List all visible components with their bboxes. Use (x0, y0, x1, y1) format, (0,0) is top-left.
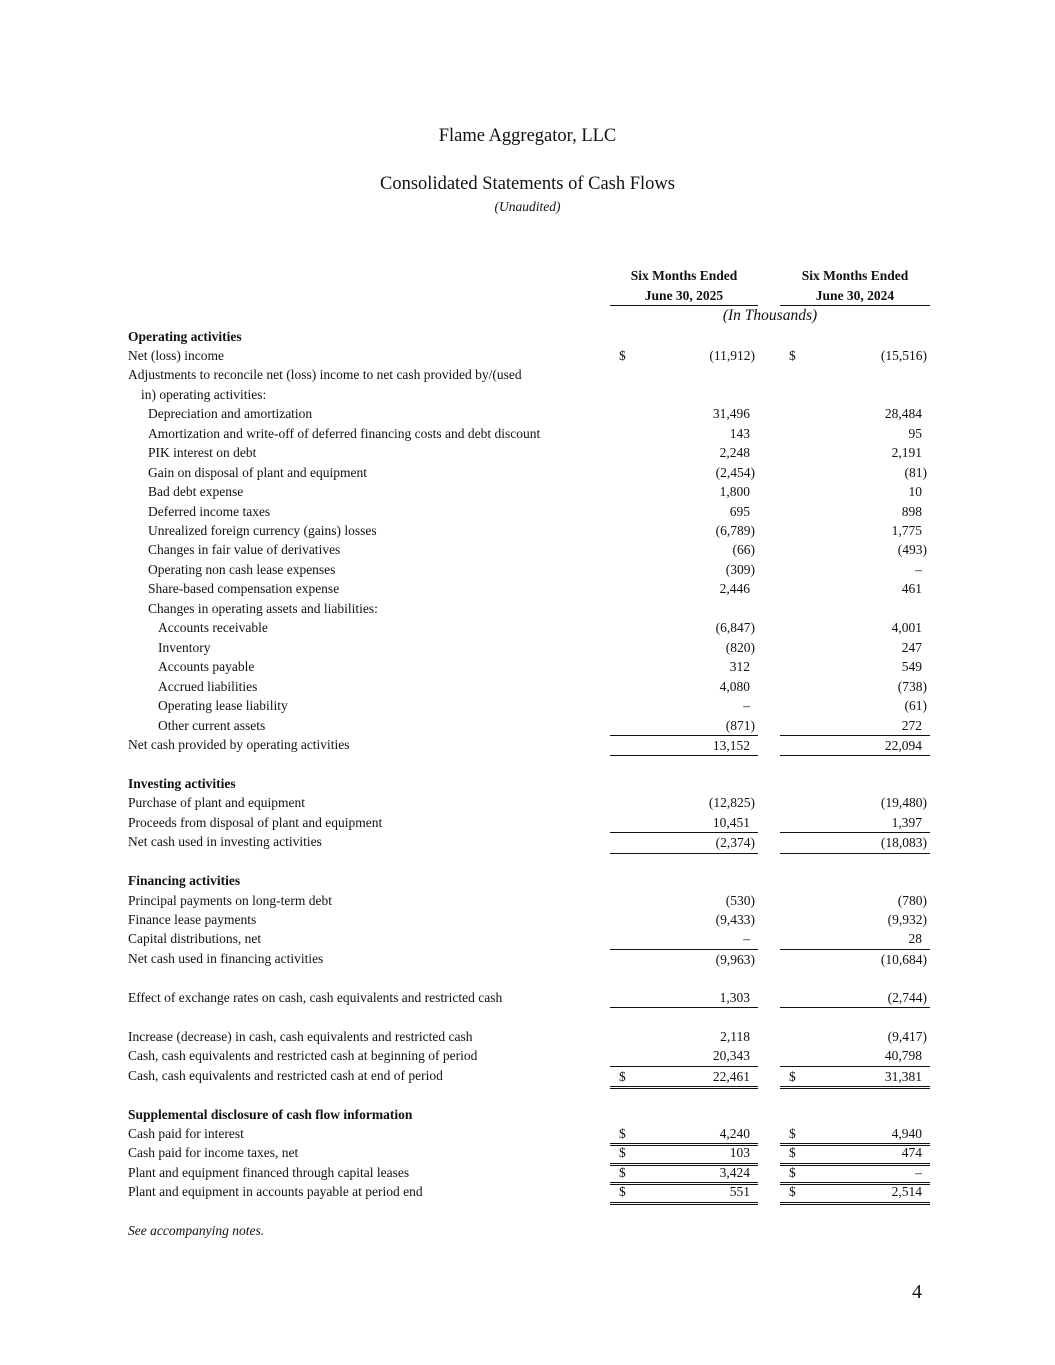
section-heading: Operating activities (128, 328, 242, 344)
value-cell-2024 (780, 929, 930, 949)
value-cell-2024 (780, 1182, 930, 1205)
row-label: Deferred income taxes (148, 503, 271, 519)
amount: (9,932) (887, 912, 927, 927)
value-cell-2025 (610, 793, 758, 813)
table-row (0, 968, 1055, 988)
section-heading: Investing activities (128, 775, 236, 791)
value-cell-2025 (610, 832, 758, 854)
amount: 4,001 (891, 620, 922, 636)
row-label: Net cash used in investing activities (128, 834, 322, 850)
value-cell-2025 (610, 988, 758, 1009)
amount: 2,446 (719, 581, 750, 597)
value-cell-2024 (780, 404, 930, 424)
value-cell-2025 (610, 657, 758, 677)
value-cell-2025 (610, 735, 758, 757)
table-row (0, 754, 1055, 774)
dollar-sign: $ (619, 1164, 626, 1180)
value-cell-2024 (780, 540, 930, 560)
table-row (0, 988, 1055, 1008)
amount: (66) (732, 542, 755, 558)
amount: 2,118 (720, 1028, 750, 1044)
row-label: Net cash provided by operating activities (128, 736, 350, 752)
amount: (309) (725, 561, 755, 577)
dollar-sign: $ (789, 1125, 796, 1141)
value-cell-2025 (610, 1182, 758, 1205)
table-row (0, 463, 1055, 483)
row-label: Changes in operating assets and liabilities: (148, 600, 378, 616)
value-cell-2024 (780, 482, 930, 502)
column-header-2024-line1: Six Months Ended (801, 268, 909, 283)
amount: (81) (904, 464, 927, 480)
row-label: Increase (decrease) in cash, cash equivalents and restricted cash (128, 1028, 473, 1044)
table-row (0, 677, 1055, 697)
amount: 695 (729, 503, 750, 519)
column-header-2025 (610, 266, 758, 306)
value-cell-2024 (780, 346, 930, 366)
amount: (493) (897, 542, 927, 558)
header-rule-2025 (610, 305, 758, 306)
row-label: Inventory (158, 639, 211, 655)
amount: (2,374) (715, 835, 755, 851)
header-rule-2024 (780, 305, 930, 306)
row-label: Share-based compensation expense (148, 581, 340, 597)
value-cell-2025 (610, 813, 758, 833)
value-cell-2024 (780, 1046, 930, 1066)
value-cell-2024 (780, 560, 930, 580)
value-cell-2025 (610, 346, 758, 366)
row-label: Capital distributions, net (128, 931, 262, 947)
table-row (0, 521, 1055, 541)
value-cell-2025 (610, 424, 758, 444)
table-row (0, 716, 1055, 736)
amount: 31,496 (712, 406, 750, 422)
value-cell-2024 (780, 696, 930, 716)
dollar-sign: $ (789, 1184, 796, 1200)
dollar-sign: $ (619, 1125, 626, 1141)
row-label: Cash paid for income taxes, net (128, 1145, 299, 1161)
amount: (9,417) (887, 1028, 927, 1044)
table-row (0, 540, 1055, 560)
amount: 22,461 (712, 1068, 750, 1084)
amount: 13,152 (712, 737, 750, 753)
table-row (0, 696, 1055, 716)
row-label: Plant and equipment in accounts payable at period end (128, 1184, 423, 1200)
table-row (0, 793, 1055, 813)
amount: 31,381 (884, 1068, 922, 1084)
value-cell-2024 (780, 424, 930, 444)
amount: 1,303 (719, 989, 750, 1005)
amount: (820) (725, 639, 755, 655)
dollar-sign: $ (619, 1184, 626, 1200)
value-cell-2024 (780, 618, 930, 638)
row-label: Plant and equipment financed through capital leases (128, 1164, 410, 1180)
value-cell-2025 (610, 949, 758, 970)
table-row (0, 482, 1055, 502)
amount: 103 (729, 1145, 750, 1161)
table-row (0, 365, 1055, 385)
value-cell-2025 (610, 1046, 758, 1066)
section-heading: Supplemental disclosure of cash flow information (128, 1106, 413, 1122)
dollar-sign: $ (619, 347, 626, 363)
dollar-sign: $ (789, 1068, 796, 1084)
amount: (2,454) (715, 464, 755, 480)
value-cell-2024 (780, 988, 930, 1009)
amount: (6,789) (715, 523, 755, 538)
row-label: Bad debt expense (148, 484, 244, 500)
amount: – (915, 561, 922, 577)
value-cell-2024 (780, 579, 930, 599)
row-label: Accrued liabilities (158, 678, 258, 694)
table-row (0, 929, 1055, 949)
amount: 4,240 (719, 1125, 750, 1141)
amount: 1,775 (891, 523, 922, 538)
row-label: Net cash used in financing activities (128, 950, 324, 966)
dollar-sign: $ (789, 1164, 796, 1180)
value-cell-2025 (610, 716, 758, 736)
value-cell-2024 (780, 891, 930, 911)
amount: 10 (908, 484, 922, 500)
amount: 28,484 (884, 406, 922, 422)
table-row (0, 813, 1055, 833)
amount: 1,397 (891, 814, 922, 830)
table-row (0, 599, 1055, 619)
value-cell-2024 (780, 677, 930, 697)
table-row (0, 1182, 1055, 1202)
table-row (0, 871, 1055, 891)
value-cell-2024 (780, 832, 930, 854)
row-label: Principal payments on long-term debt (128, 892, 332, 908)
value-cell-2024 (780, 813, 930, 833)
amount: (15,516) (880, 347, 927, 363)
table-row (0, 327, 1055, 347)
dollar-sign: $ (619, 1068, 626, 1084)
amount: 2,248 (719, 445, 750, 461)
page-number: 4 (912, 1281, 922, 1303)
column-header-2024 (780, 266, 930, 306)
table-row (0, 1046, 1055, 1066)
amount: (9,963) (715, 951, 755, 967)
row-label: in) operating activities: (141, 386, 267, 402)
amount: (780) (897, 892, 927, 908)
value-cell-2025 (610, 502, 758, 522)
value-cell-2025 (610, 560, 758, 580)
amount: 3,424 (719, 1164, 750, 1180)
amount: (2,744) (887, 989, 927, 1005)
table-row (0, 443, 1055, 463)
table-row (0, 657, 1055, 677)
amount: (61) (904, 698, 927, 714)
value-cell-2024 (780, 735, 930, 757)
table-row (0, 735, 1055, 755)
amount: – (743, 698, 750, 714)
table-row (0, 1163, 1055, 1183)
row-label: Accounts receivable (158, 620, 268, 636)
value-cell-2025 (610, 443, 758, 463)
dollar-sign: $ (789, 1145, 796, 1161)
value-cell-2024 (780, 502, 930, 522)
row-label: Cash, cash equivalents and restricted cash at end of period (128, 1067, 443, 1083)
company-name: Flame Aggregator, LLC (438, 126, 617, 146)
value-cell-2024 (780, 443, 930, 463)
value-cell-2024 (780, 638, 930, 658)
table-row (0, 618, 1055, 638)
amount: (10,684) (880, 951, 927, 967)
table-row (0, 1143, 1055, 1163)
row-label: Other current assets (158, 717, 266, 733)
row-label: Proceeds from disposal of plant and equipment (128, 814, 383, 830)
row-label: Operating non cash lease expenses (148, 561, 336, 577)
row-label: Finance lease payments (128, 912, 257, 927)
value-cell-2025 (610, 404, 758, 424)
value-cell-2024 (780, 949, 930, 970)
table-row (0, 424, 1055, 444)
amount: (871) (725, 717, 755, 733)
amount: (530) (725, 892, 755, 908)
footnote: See accompanying notes. (128, 1223, 265, 1238)
value-cell-2025 (610, 540, 758, 560)
amount: 28 (908, 931, 922, 947)
amount: 898 (901, 503, 922, 519)
value-cell-2025 (610, 696, 758, 716)
value-cell-2025 (610, 482, 758, 502)
row-label: Gain on disposal of plant and equipment (148, 464, 367, 480)
table-row (0, 385, 1055, 405)
row-label: PIK interest on debt (148, 445, 257, 461)
amount: 461 (901, 581, 922, 597)
row-label: Depreciation and amortization (148, 406, 313, 422)
amount: – (915, 1164, 922, 1180)
amount: 2,514 (891, 1184, 922, 1200)
amount: (9,433) (715, 912, 755, 927)
statement-subtitle: (Unaudited) (494, 199, 561, 214)
row-label: Effect of exchange rates on cash, cash equivalents and restricted cash (128, 989, 503, 1005)
value-cell-2025 (610, 891, 758, 911)
table-row (0, 891, 1055, 911)
table-row (0, 910, 1055, 930)
amount: 272 (901, 717, 922, 733)
value-cell-2025 (610, 463, 758, 483)
table-row (0, 579, 1055, 599)
amount: (12,825) (708, 795, 755, 811)
row-label: Unrealized foreign currency (gains) losses (148, 523, 377, 538)
amount: 95 (908, 425, 922, 441)
table-row (0, 774, 1055, 794)
table-row (0, 1085, 1055, 1105)
row-label: Adjustments to reconcile net (loss) income to net cash provided by/(used (128, 367, 522, 383)
table-row (0, 852, 1055, 872)
amount: (19,480) (880, 795, 927, 811)
row-label: Changes in fair value of derivatives (148, 542, 341, 558)
value-cell-2024 (780, 463, 930, 483)
table-row (0, 346, 1055, 366)
value-cell-2025 (610, 1027, 758, 1047)
amount: (738) (897, 678, 927, 694)
value-cell-2024 (780, 793, 930, 813)
value-cell-2024 (780, 521, 930, 541)
amount: 474 (901, 1145, 922, 1161)
row-label: Net (loss) income (128, 347, 224, 363)
row-label: Cash, cash equivalents and restricted cash at beginning of period (128, 1048, 478, 1064)
table-row (0, 1105, 1055, 1125)
table-row (0, 502, 1055, 522)
value-cell-2025 (610, 929, 758, 949)
row-label: Accounts payable (158, 659, 255, 675)
amount: 4,080 (719, 678, 750, 694)
table-row (0, 1066, 1055, 1086)
amount: (6,847) (715, 620, 755, 636)
amount: 4,940 (891, 1125, 922, 1141)
value-cell-2024 (780, 657, 930, 677)
row-label: Operating lease liability (158, 698, 288, 714)
amount: 143 (729, 425, 750, 441)
value-cell-2025 (610, 677, 758, 697)
amount: 551 (729, 1184, 750, 1200)
table-row (0, 949, 1055, 969)
value-cell-2025 (610, 638, 758, 658)
amount: 549 (901, 659, 922, 675)
value-cell-2025 (610, 579, 758, 599)
row-label: Amortization and write-off of deferred financing costs and debt discount (148, 425, 541, 441)
section-heading: Financing activities (128, 873, 241, 889)
amount: 40,798 (884, 1048, 922, 1064)
column-header-2025-line1: Six Months Ended (630, 268, 738, 283)
table-row (0, 832, 1055, 852)
amount: 312 (729, 659, 750, 675)
amount: 1,800 (719, 484, 750, 500)
column-header-2024-line2: June 30, 2024 (815, 288, 895, 303)
table-row (0, 1027, 1055, 1047)
amount: 2,191 (891, 445, 922, 461)
value-cell-2025 (610, 910, 758, 930)
column-header-2025-line2: June 30, 2025 (644, 288, 724, 303)
statement-title: Consolidated Statements of Cash Flows (380, 174, 675, 194)
dollar-sign: $ (789, 347, 796, 363)
amount: (11,912) (709, 347, 755, 363)
value-cell-2024 (780, 716, 930, 736)
table-row (0, 1124, 1055, 1144)
amount: 10,451 (712, 814, 750, 830)
value-cell-2025 (610, 521, 758, 541)
table-row (0, 404, 1055, 424)
row-label: Purchase of plant and equipment (128, 795, 305, 811)
amount: (18,083) (880, 835, 927, 851)
row-label: Cash paid for interest (128, 1125, 244, 1141)
dollar-sign: $ (619, 1145, 626, 1161)
value-cell-2024 (780, 910, 930, 930)
value-cell-2025 (610, 618, 758, 638)
amount: 247 (901, 639, 922, 655)
amount: – (743, 931, 750, 947)
table-row (0, 1007, 1055, 1027)
amount: 20,343 (712, 1048, 750, 1064)
amount: 22,094 (884, 737, 922, 753)
units-label: (In Thousands) (722, 307, 818, 324)
table-row (0, 638, 1055, 658)
table-row (0, 560, 1055, 580)
value-cell-2024 (780, 1027, 930, 1047)
